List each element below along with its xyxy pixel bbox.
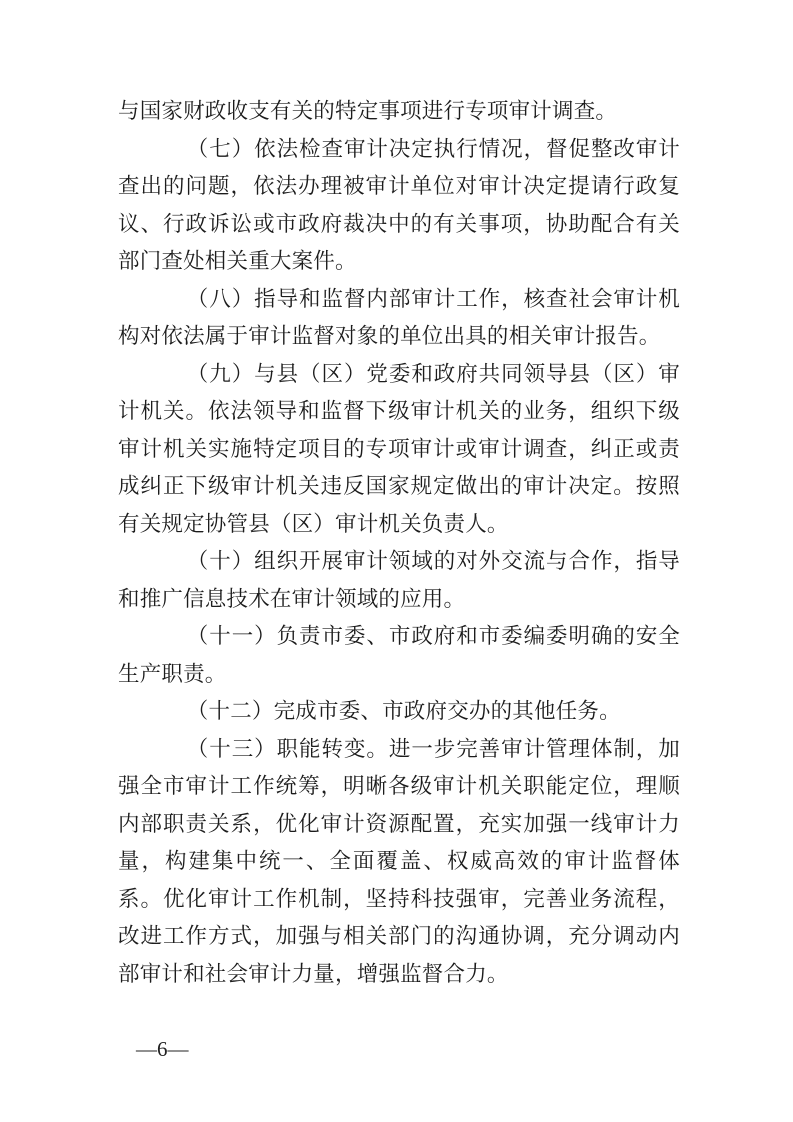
- paragraph-item-11: （十一）负责市委、市政府和市委编委明确的安全生产职责。: [118, 624, 680, 686]
- paragraph-continuation: 与国家财政收支有关的特定事项进行专项审计调查。: [118, 99, 618, 123]
- paragraph-item-8: （八）指导和监督内部审计工作，核查社会审计机构对依法属于审计监督对象的单位出具的相关审计报告。: [118, 286, 680, 348]
- paragraph-item-9: （九）与县（区）党委和政府共同领导县（区）审计机关。依法领导和监督下级审计机关的业务，组织下级审计机关实施特定项目的专项审计或审计调查，纠正或责成纠正下级审计机关违反国家规定做出的审计决定。按照有关规定协管县（区）审计机关负责人。: [118, 361, 680, 536]
- paragraph-item-12: （十二）完成市委、市政府交办的其他任务。: [186, 699, 621, 723]
- page-number: —6—: [136, 1037, 189, 1061]
- paragraph-item-10: （十）组织开展审计领域的对外交流与合作，指导和推广信息技术在审计领域的应用。: [118, 549, 680, 611]
- paragraph-item-13: （十三）职能转变。进一步完善审计管理体制，加强全市审计工作统筹，明晰各级审计机关职能定位，理顺内部职责关系，优化审计资源配置，充实加强一线审计力量，构建集中统一、全面覆盖、权威高效的审计监督体系。优化审计工作机制，坚持科技强审，完善业务流程，改进工作方式，加强与相关部门的沟通协调，充分调动内部审计和社会审计力量，增强监督合力。: [118, 736, 680, 986]
- document-body: [118, 93, 680, 993]
- paragraph-item-7: （七）依法检查审计决定执行情况，督促整改审计查出的问题，依法办理被审计单位对审计决定提请行政复议、行政诉讼或市政府裁决中的有关事项，协助配合有关部门查处相关重大案件。: [118, 136, 680, 273]
